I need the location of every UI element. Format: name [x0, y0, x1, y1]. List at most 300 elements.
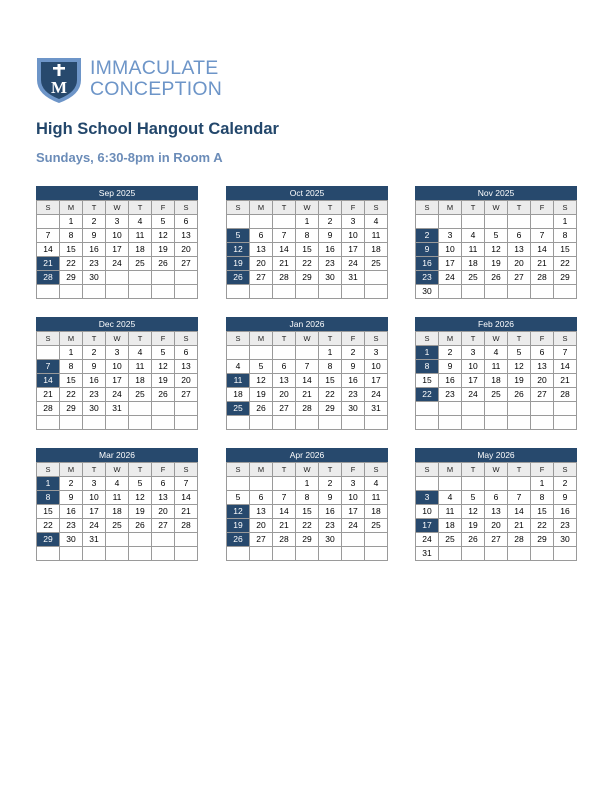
logo [34, 54, 222, 104]
weekday-header: M [439, 201, 462, 215]
day-cell: 17 [462, 374, 485, 388]
week-row [227, 388, 388, 402]
day-cell: 23 [60, 519, 83, 533]
empty-day-cell [439, 402, 462, 416]
day-cell: 4 [106, 477, 129, 491]
weekday-header: M [250, 332, 273, 346]
day-cell: 22 [296, 519, 319, 533]
day-cell: 24 [106, 257, 129, 271]
day-cell: 3 [342, 477, 365, 491]
weekday-header: M [439, 463, 462, 477]
day-cell: 11 [129, 229, 152, 243]
week-row [416, 360, 577, 374]
week-row [227, 215, 388, 229]
day-cell: 25 [365, 519, 388, 533]
week-row [37, 229, 198, 243]
weekday-header: T [83, 463, 106, 477]
week-row [37, 374, 198, 388]
empty-day-cell [175, 416, 198, 430]
day-cell: 3 [439, 229, 462, 243]
day-cell: 24 [416, 533, 439, 547]
day-cell: 15 [37, 505, 60, 519]
day-cell: 2 [83, 346, 106, 360]
day-cell: 3 [83, 477, 106, 491]
weekday-header: F [152, 201, 175, 215]
day-cell: 31 [106, 402, 129, 416]
weekday-header-row [227, 332, 388, 346]
day-cell: 9 [342, 360, 365, 374]
day-cell: 5 [129, 477, 152, 491]
day-cell: 25 [106, 519, 129, 533]
weekday-header: F [342, 332, 365, 346]
week-row [227, 533, 388, 547]
day-cell: 9 [319, 491, 342, 505]
month-grid [415, 462, 577, 561]
empty-day-cell [273, 547, 296, 561]
weekday-header: S [554, 463, 577, 477]
day-cell: 21 [273, 257, 296, 271]
day-cell: 2 [319, 477, 342, 491]
empty-day-cell [296, 547, 319, 561]
weekday-header: F [531, 201, 554, 215]
week-row [416, 402, 577, 416]
month-grid [36, 462, 198, 561]
empty-day-cell [37, 547, 60, 561]
day-cell: 6 [175, 346, 198, 360]
day-cell: 2 [554, 477, 577, 491]
week-row [37, 533, 198, 547]
empty-day-cell [462, 416, 485, 430]
day-cell: 28 [273, 533, 296, 547]
weekday-header: W [485, 463, 508, 477]
day-cell: 27 [508, 271, 531, 285]
week-row [416, 215, 577, 229]
empty-day-cell [106, 285, 129, 299]
day-cell: 24 [342, 257, 365, 271]
empty-day-cell [227, 285, 250, 299]
empty-day-cell [508, 416, 531, 430]
day-cell: 18 [227, 388, 250, 402]
day-cell: 2 [439, 346, 462, 360]
day-cell: 12 [152, 229, 175, 243]
day-cell: 18 [129, 243, 152, 257]
day-cell: 28 [508, 533, 531, 547]
event-day-cell: 1 [37, 477, 60, 491]
empty-day-cell [83, 416, 106, 430]
empty-day-cell [250, 416, 273, 430]
weekday-header: F [531, 332, 554, 346]
day-cell: 15 [296, 505, 319, 519]
week-row [37, 243, 198, 257]
month-calendar [36, 448, 198, 561]
empty-day-cell [129, 547, 152, 561]
day-cell: 3 [462, 346, 485, 360]
day-cell: 20 [508, 257, 531, 271]
empty-day-cell [37, 285, 60, 299]
day-cell: 19 [152, 243, 175, 257]
page-subtitle: Sundays, 6:30-8pm in Room A [36, 150, 223, 165]
weekday-header: S [416, 463, 439, 477]
month-calendar [415, 448, 577, 561]
empty-day-cell [106, 271, 129, 285]
day-cell: 17 [439, 257, 462, 271]
event-day-cell: 22 [416, 388, 439, 402]
event-day-cell: 12 [227, 243, 250, 257]
day-cell: 9 [83, 229, 106, 243]
day-cell: 18 [365, 505, 388, 519]
day-cell: 23 [83, 257, 106, 271]
week-row [227, 271, 388, 285]
day-cell: 23 [439, 388, 462, 402]
month-grid [226, 331, 388, 430]
day-cell: 20 [273, 388, 296, 402]
empty-day-cell [508, 285, 531, 299]
weekday-header: S [416, 332, 439, 346]
empty-day-cell [273, 477, 296, 491]
day-cell: 22 [296, 257, 319, 271]
weekday-header: T [129, 332, 152, 346]
week-row [37, 416, 198, 430]
empty-day-cell [508, 547, 531, 561]
weekday-header: S [175, 332, 198, 346]
day-cell: 25 [365, 257, 388, 271]
day-cell: 8 [296, 229, 319, 243]
day-cell: 27 [250, 271, 273, 285]
day-cell: 21 [37, 388, 60, 402]
day-cell: 27 [485, 533, 508, 547]
weekday-header-row [37, 332, 198, 346]
day-cell: 3 [106, 215, 129, 229]
day-cell: 2 [319, 215, 342, 229]
weekday-header: S [365, 332, 388, 346]
day-cell: 21 [273, 519, 296, 533]
empty-day-cell [416, 402, 439, 416]
day-cell: 13 [250, 243, 273, 257]
week-row [416, 477, 577, 491]
empty-day-cell [485, 477, 508, 491]
weekday-header: T [83, 201, 106, 215]
day-cell: 20 [152, 505, 175, 519]
week-row [227, 402, 388, 416]
day-cell: 20 [175, 243, 198, 257]
day-cell: 10 [106, 360, 129, 374]
empty-day-cell [106, 533, 129, 547]
month-title: Feb 2026 [415, 317, 577, 331]
empty-day-cell [462, 477, 485, 491]
day-cell: 27 [250, 533, 273, 547]
day-cell: 5 [462, 491, 485, 505]
day-cell: 16 [60, 505, 83, 519]
weekday-header-row [227, 463, 388, 477]
day-cell: 26 [508, 388, 531, 402]
day-cell: 31 [416, 547, 439, 561]
week-row [227, 547, 388, 561]
week-row [416, 533, 577, 547]
weekday-header: T [129, 201, 152, 215]
day-cell: 26 [152, 257, 175, 271]
empty-day-cell [365, 271, 388, 285]
empty-day-cell [250, 477, 273, 491]
week-row [227, 360, 388, 374]
month-grid [36, 200, 198, 299]
day-cell: 23 [83, 388, 106, 402]
empty-day-cell [175, 271, 198, 285]
week-row [227, 491, 388, 505]
day-cell: 4 [227, 360, 250, 374]
weekday-header: T [508, 201, 531, 215]
empty-day-cell [554, 285, 577, 299]
day-cell: 31 [342, 271, 365, 285]
weekday-header: S [37, 201, 60, 215]
week-row [416, 491, 577, 505]
empty-day-cell [554, 416, 577, 430]
day-cell: 29 [296, 271, 319, 285]
day-cell: 28 [175, 519, 198, 533]
day-cell: 16 [554, 505, 577, 519]
day-cell: 25 [129, 388, 152, 402]
weekday-header: M [60, 332, 83, 346]
empty-day-cell [129, 271, 152, 285]
day-cell: 30 [319, 271, 342, 285]
day-cell: 18 [462, 257, 485, 271]
weekday-header: T [83, 332, 106, 346]
empty-day-cell [365, 416, 388, 430]
logo-monogram: M [50, 78, 68, 97]
day-cell: 4 [365, 215, 388, 229]
event-day-cell: 1 [416, 346, 439, 360]
week-row [416, 285, 577, 299]
empty-day-cell [439, 215, 462, 229]
day-cell: 8 [60, 360, 83, 374]
day-cell: 11 [485, 360, 508, 374]
empty-day-cell [129, 285, 152, 299]
day-cell: 6 [250, 491, 273, 505]
weekday-header: T [462, 332, 485, 346]
day-cell: 30 [83, 271, 106, 285]
weekday-header: F [342, 463, 365, 477]
weekday-header-row [416, 463, 577, 477]
day-cell: 1 [296, 477, 319, 491]
month-title: Jan 2026 [226, 317, 388, 331]
day-cell: 30 [319, 533, 342, 547]
week-row [227, 374, 388, 388]
month-title: Oct 2025 [226, 186, 388, 200]
empty-day-cell [152, 285, 175, 299]
day-cell: 28 [273, 271, 296, 285]
weekday-header-row [416, 201, 577, 215]
day-cell: 6 [531, 346, 554, 360]
day-cell: 29 [531, 533, 554, 547]
day-cell: 11 [365, 229, 388, 243]
logo-text-line-1: IMMACULATE [90, 57, 219, 79]
empty-day-cell [250, 215, 273, 229]
empty-day-cell [319, 416, 342, 430]
event-day-cell: 11 [227, 374, 250, 388]
day-cell: 12 [250, 374, 273, 388]
day-cell: 8 [319, 360, 342, 374]
day-cell: 13 [485, 505, 508, 519]
weekday-header: T [129, 463, 152, 477]
day-cell: 11 [439, 505, 462, 519]
day-cell: 10 [106, 229, 129, 243]
day-cell: 16 [439, 374, 462, 388]
event-day-cell: 3 [416, 491, 439, 505]
empty-day-cell [531, 402, 554, 416]
day-cell: 14 [296, 374, 319, 388]
day-cell: 27 [531, 388, 554, 402]
day-cell: 18 [129, 374, 152, 388]
empty-day-cell [508, 477, 531, 491]
day-cell: 23 [342, 388, 365, 402]
day-cell: 7 [296, 360, 319, 374]
empty-day-cell [416, 416, 439, 430]
day-cell: 20 [175, 374, 198, 388]
day-cell: 22 [531, 519, 554, 533]
weekday-header: M [439, 332, 462, 346]
day-cell: 18 [439, 519, 462, 533]
empty-day-cell [37, 346, 60, 360]
day-cell: 5 [485, 229, 508, 243]
empty-day-cell [129, 416, 152, 430]
day-cell: 2 [342, 346, 365, 360]
day-cell: 24 [106, 388, 129, 402]
day-cell: 11 [365, 491, 388, 505]
day-cell: 20 [531, 374, 554, 388]
empty-day-cell [175, 533, 198, 547]
empty-day-cell [273, 215, 296, 229]
empty-day-cell [508, 402, 531, 416]
weekday-header: S [37, 463, 60, 477]
day-cell: 5 [152, 346, 175, 360]
day-cell: 14 [531, 243, 554, 257]
day-cell: 24 [83, 519, 106, 533]
week-row [227, 243, 388, 257]
empty-day-cell [485, 215, 508, 229]
empty-day-cell [531, 285, 554, 299]
day-cell: 16 [319, 505, 342, 519]
empty-day-cell [462, 547, 485, 561]
empty-day-cell [531, 547, 554, 561]
day-cell: 8 [531, 491, 554, 505]
day-cell: 7 [175, 477, 198, 491]
event-day-cell: 29 [37, 533, 60, 547]
day-cell: 15 [60, 374, 83, 388]
day-cell: 29 [60, 271, 83, 285]
event-day-cell: 16 [416, 257, 439, 271]
day-cell: 3 [365, 346, 388, 360]
week-row [416, 229, 577, 243]
empty-day-cell [227, 346, 250, 360]
day-cell: 30 [60, 533, 83, 547]
day-cell: 2 [60, 477, 83, 491]
month-title: Sep 2025 [36, 186, 198, 200]
day-cell: 12 [462, 505, 485, 519]
day-cell: 10 [342, 229, 365, 243]
day-cell: 14 [175, 491, 198, 505]
week-row [37, 215, 198, 229]
day-cell: 17 [365, 374, 388, 388]
weekday-header: S [554, 332, 577, 346]
week-row [37, 346, 198, 360]
week-row [416, 374, 577, 388]
day-cell: 15 [554, 243, 577, 257]
day-cell: 24 [342, 519, 365, 533]
empty-day-cell [296, 346, 319, 360]
week-row [37, 388, 198, 402]
empty-day-cell [129, 402, 152, 416]
day-cell: 30 [554, 533, 577, 547]
day-cell: 25 [462, 271, 485, 285]
week-row [416, 346, 577, 360]
day-cell: 21 [175, 505, 198, 519]
month-title: Dec 2025 [36, 317, 198, 331]
day-cell: 21 [508, 519, 531, 533]
empty-day-cell [250, 285, 273, 299]
day-cell: 26 [462, 533, 485, 547]
weekday-header: S [416, 201, 439, 215]
day-cell: 3 [342, 215, 365, 229]
day-cell: 15 [319, 374, 342, 388]
week-row [37, 547, 198, 561]
day-cell: 13 [531, 360, 554, 374]
event-day-cell: 26 [227, 271, 250, 285]
day-cell: 7 [37, 229, 60, 243]
weekday-header: S [365, 201, 388, 215]
day-cell: 26 [152, 388, 175, 402]
week-row [416, 271, 577, 285]
day-cell: 28 [554, 388, 577, 402]
day-cell: 1 [60, 215, 83, 229]
week-row [37, 505, 198, 519]
week-row [227, 346, 388, 360]
weekday-header: T [319, 201, 342, 215]
empty-day-cell [485, 547, 508, 561]
day-cell: 1 [319, 346, 342, 360]
weekday-header: M [60, 463, 83, 477]
empty-day-cell [439, 285, 462, 299]
empty-day-cell [250, 547, 273, 561]
empty-day-cell [152, 402, 175, 416]
month-calendar [226, 448, 388, 561]
day-cell: 19 [152, 374, 175, 388]
empty-day-cell [554, 402, 577, 416]
week-row [37, 477, 198, 491]
day-cell: 9 [60, 491, 83, 505]
empty-day-cell [531, 215, 554, 229]
day-cell: 7 [531, 229, 554, 243]
day-cell: 17 [106, 374, 129, 388]
event-day-cell: 19 [227, 519, 250, 533]
week-row [416, 547, 577, 561]
month-calendar [36, 317, 198, 430]
empty-day-cell [342, 547, 365, 561]
empty-day-cell [485, 285, 508, 299]
day-cell: 24 [365, 388, 388, 402]
day-cell: 1 [296, 215, 319, 229]
weekday-header: W [296, 201, 319, 215]
day-cell: 14 [37, 243, 60, 257]
day-cell: 31 [83, 533, 106, 547]
day-cell: 19 [485, 257, 508, 271]
event-day-cell: 9 [416, 243, 439, 257]
weekday-header: S [554, 201, 577, 215]
day-cell: 10 [342, 491, 365, 505]
day-cell: 8 [296, 491, 319, 505]
event-day-cell: 14 [37, 374, 60, 388]
day-cell: 10 [365, 360, 388, 374]
day-cell: 13 [152, 491, 175, 505]
week-row [227, 229, 388, 243]
